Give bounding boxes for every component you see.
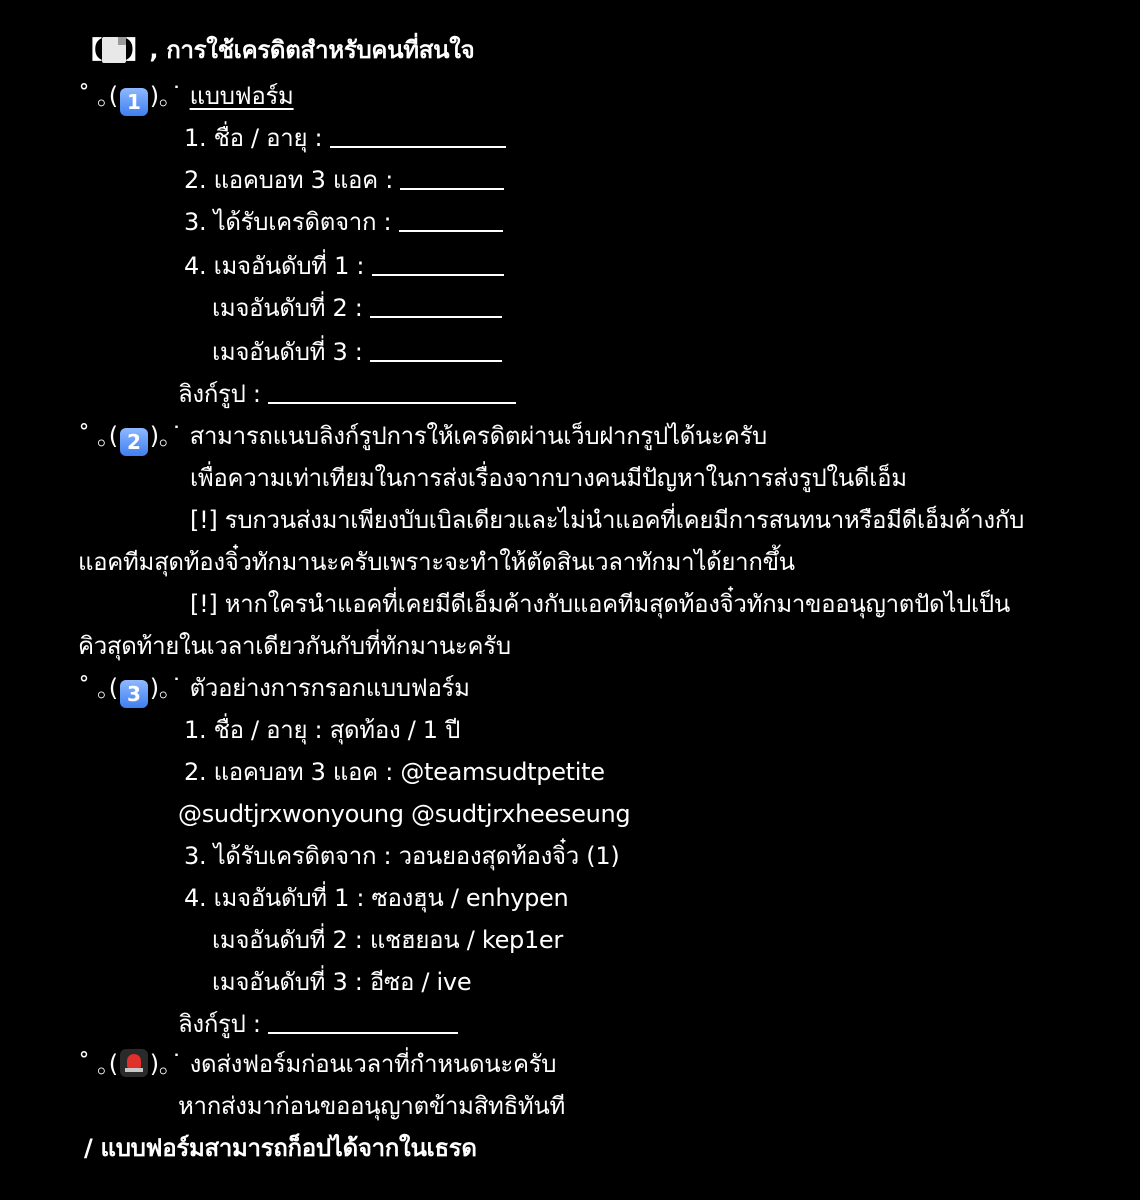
example-credit-from: 3. ได้รับเครดิตจาก : วอนยองสุดท้องจิ๋ว (1) <box>184 842 620 870</box>
form-field-bot-accounts: 2. แอคบอท 3 แอค : <box>184 164 504 196</box>
section-2-heading: ˚ ｡( 2 )｡˙ สามารถแนบลิงก์รูปการให้เครดิตผ่านเว็บฝากรูปได้นะครับ <box>78 422 767 454</box>
footer-note: / แบบฟอร์มสามารถก็อปได้จากในเธรด <box>84 1134 477 1162</box>
blank-line <box>268 1010 458 1034</box>
section-2-note-2: [!] หากใครนำแอคที่เคยมีดีเอ็มค้างกับแอคทีมสุดท้องจิ๋วทักมาขออนุญาตปัดไปเป็น <box>190 590 1010 618</box>
section-2-line: เพื่อความเท่าเทียมในการส่งเรื่องจากบางคนมีปัญหาในการส่งรูปในดีเอ็ม <box>190 464 907 492</box>
siren-icon <box>120 1049 148 1077</box>
keycap-3-icon: 3 <box>120 680 148 708</box>
section-4-heading: ˚ ｡( )｡˙ งดส่งฟอร์มก่อนเวลาที่กำหนดนะครับ <box>78 1050 557 1078</box>
example-bot-accounts-cont: @sudtjrxwonyoung @sudtjrxheeseung <box>178 800 631 828</box>
section-2-note-2-cont: คิวสุดท้ายในเวลาเดียวกันกับที่ทักมานะครับ <box>78 632 511 660</box>
example-bot-accounts: 2. แอคบอท 3 แอค : @teamsudtpetite <box>184 758 605 786</box>
blank-line <box>330 124 506 148</box>
section-2-note-1: [!] รบกวนส่งมาเพียงบับเบิลเดียวและไม่นำแอคที่เคยมีการสนทนาหรือมีดีเอ็มค้างกับ <box>190 506 1025 534</box>
form-field-credit-from: 3. ได้รับเครดิตจาก : <box>184 206 503 238</box>
section-4-line: หากส่งมาก่อนขออนุญาตข้ามสิทธิทันที <box>178 1092 566 1120</box>
blank-line <box>399 208 503 232</box>
example-rank-2: เมจอันดับที่ 2 : แชฮยอน / kep1er <box>212 926 563 954</box>
keycap-2-icon: 2 <box>120 428 148 456</box>
blank-line <box>372 252 504 276</box>
example-rank-3: เมจอันดับที่ 3 : อีซอ / ive <box>212 968 472 996</box>
document-icon <box>102 37 126 63</box>
blank-line <box>370 294 502 318</box>
section-2-note-1-cont: แอคทีมสุดท้องจิ๋วทักมานะครับเพราะจะทำให้ตัดสินเวลาทักมาได้ยากขึ้น <box>78 548 795 576</box>
example-name-age: 1. ชื่อ / อายุ : สุดท้อง / 1 ปี <box>184 716 461 744</box>
blank-line <box>400 166 504 190</box>
blank-line <box>268 380 516 404</box>
example-rank-1: 4. เมจอันดับที่ 1 : ซองฮุน / enhypen <box>184 884 569 912</box>
page-title: 【 】, การใช้เครดิตสำหรับคนที่สนใจ <box>78 36 475 64</box>
section-3-heading: ˚ ｡( 3 )｡˙ ตัวอย่างการกรอกแบบฟอร์ม <box>78 674 470 706</box>
example-image-link: ลิงก์รูป : <box>178 1008 458 1040</box>
form-field-image-link: ลิงก์รูป : <box>178 378 516 410</box>
form-field-name-age: 1. ชื่อ / อายุ : <box>184 122 506 154</box>
blank-line <box>370 338 502 362</box>
form-field-rank-3: เมจอันดับที่ 3 : <box>212 336 502 368</box>
keycap-1-icon: 1 <box>120 88 148 116</box>
form-field-rank-2: เมจอันดับที่ 2 : <box>212 292 502 324</box>
form-field-rank-1: 4. เมจอันดับที่ 1 : <box>184 250 504 282</box>
section-1-heading: ˚ ｡( 1 )｡˙ แบบฟอร์ม <box>78 82 294 114</box>
